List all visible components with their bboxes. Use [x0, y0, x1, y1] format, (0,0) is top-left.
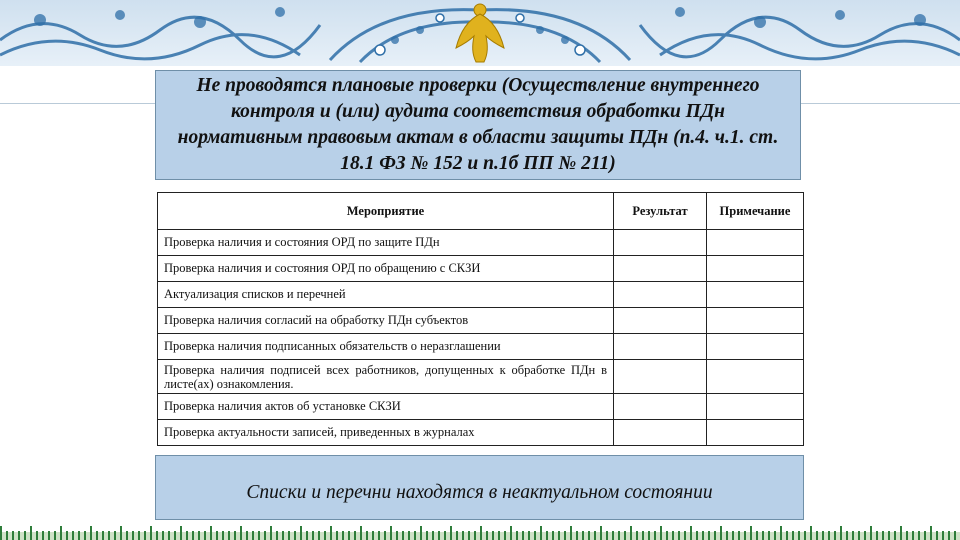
footer-tick: [480, 526, 482, 540]
footer-tick: [858, 531, 860, 540]
table-row: [158, 282, 804, 308]
footer-tick: [216, 531, 218, 540]
slide-title: Не проводятся плановые проверки (Осуществление внутреннего контроля и (или) аудита соответствия обработки ПДн нормативным правовым актам в области защиты ПДн (п.4. ч.1. ст. 18.1 ФЗ № 152 и п.1б ПП № 211): [177, 75, 779, 174]
footer-tick: [12, 531, 14, 540]
footer-tick: [420, 526, 422, 540]
footer-tick: [144, 531, 146, 540]
conclusion-text: Списки и перечни находятся в неактуальном состоянии: [246, 481, 713, 503]
footer-tick: [714, 531, 716, 540]
footer-pattern-icon: [0, 521, 960, 540]
footer-tick: [876, 531, 878, 540]
footer-tick: [198, 531, 200, 540]
event-cell: Проверка наличия согласий на обработку ПДн субъектов: [158, 308, 614, 334]
footer-tick: [120, 526, 122, 540]
footer-tick: [810, 526, 812, 540]
footer-tick: [0, 526, 2, 540]
footer-ornament: [0, 521, 960, 540]
footer-tick: [180, 526, 182, 540]
footer-tick: [42, 531, 44, 540]
footer-tick: [48, 531, 50, 540]
footer-tick: [558, 531, 560, 540]
footer-tick: [132, 531, 134, 540]
footer-tick: [510, 526, 512, 540]
footer-tick: [708, 531, 710, 540]
footer-tick: [270, 526, 272, 540]
event-cell: Проверка наличия подписанных обязательств о неразглашении: [158, 334, 614, 360]
footer-tick: [174, 531, 176, 540]
footer-tick: [66, 531, 68, 540]
footer-tick: [846, 531, 848, 540]
title-box: [155, 70, 801, 180]
event-cell: Проверка наличия подписей всех работников, допущенных к обработке ПДн в листе(ах) ознакомления.: [158, 360, 614, 394]
footer-tick: [288, 531, 290, 540]
footer-tick: [684, 531, 686, 540]
footer-tick: [744, 531, 746, 540]
footer-tick: [690, 526, 692, 540]
footer-tick: [336, 531, 338, 540]
footer-tick: [618, 531, 620, 540]
result-cell: [614, 282, 707, 308]
footer-tick: [324, 531, 326, 540]
footer-tick: [342, 531, 344, 540]
footer-tick: [864, 531, 866, 540]
footer-tick: [522, 531, 524, 540]
footer-tick: [930, 526, 932, 540]
event-cell: Проверка наличия актов об установке СКЗИ: [158, 394, 614, 420]
footer-tick: [204, 531, 206, 540]
footer-tick: [36, 531, 38, 540]
footer-tick: [228, 531, 230, 540]
footer-tick: [252, 531, 254, 540]
footer-tick: [300, 526, 302, 540]
footer-tick: [642, 531, 644, 540]
footer-tick: [354, 531, 356, 540]
footer-tick: [24, 531, 26, 540]
footer-tick: [126, 531, 128, 540]
footer-tick: [852, 531, 854, 540]
footer-tick: [72, 531, 74, 540]
footer-tick: [492, 531, 494, 540]
footer-tick: [636, 531, 638, 540]
footer-tick: [774, 531, 776, 540]
footer-tick: [528, 531, 530, 540]
footer-tick: [816, 531, 818, 540]
footer-tick: [78, 531, 80, 540]
footer-tick: [114, 531, 116, 540]
footer-tick: [450, 526, 452, 540]
footer-tick: [564, 531, 566, 540]
footer-tick: [246, 531, 248, 540]
footer-tick: [600, 526, 602, 540]
footer-tick: [582, 531, 584, 540]
footer-tick: [384, 531, 386, 540]
footer-tick: [378, 531, 380, 540]
footer-tick: [348, 531, 350, 540]
footer-tick: [762, 531, 764, 540]
note-cell: [707, 360, 804, 394]
footer-tick: [294, 531, 296, 540]
golden-bird-emblem-icon: [450, 0, 510, 66]
footer-tick: [678, 531, 680, 540]
footer-tick: [606, 531, 608, 540]
footer-tick: [576, 531, 578, 540]
footer-tick: [102, 531, 104, 540]
table-row: [158, 360, 804, 394]
footer-tick: [948, 531, 950, 540]
event-cell: Актуализация списков и перечней: [158, 282, 614, 308]
result-cell: [614, 360, 707, 394]
footer-tick: [30, 526, 32, 540]
footer-tick: [330, 526, 332, 540]
footer-tick: [612, 531, 614, 540]
footer-tick: [870, 526, 872, 540]
footer-tick: [900, 526, 902, 540]
footer-tick: [750, 526, 752, 540]
footer-tick: [456, 531, 458, 540]
result-cell: [614, 420, 707, 446]
footer-tick: [546, 531, 548, 540]
note-cell: [707, 308, 804, 334]
footer-tick: [396, 531, 398, 540]
result-cell: [614, 230, 707, 256]
footer-tick: [882, 531, 884, 540]
table-row: [158, 334, 804, 360]
footer-tick: [792, 531, 794, 540]
footer-tick: [798, 531, 800, 540]
footer-tick: [6, 531, 8, 540]
footer-tick: [840, 526, 842, 540]
footer-tick: [312, 531, 314, 540]
footer-tick: [474, 531, 476, 540]
result-cell: [614, 334, 707, 360]
header-ornament: [0, 0, 960, 66]
table-row: [158, 256, 804, 282]
note-cell: [707, 420, 804, 446]
footer-tick: [222, 531, 224, 540]
footer-tick: [486, 531, 488, 540]
note-cell: [707, 256, 804, 282]
footer-tick: [162, 531, 164, 540]
footer-tick: [936, 531, 938, 540]
note-cell: [707, 230, 804, 256]
footer-tick: [588, 531, 590, 540]
footer-tick: [552, 531, 554, 540]
column-header-event: Мероприятие: [158, 193, 614, 230]
event-cell: Проверка наличия и состояния ОРД по защите ПДн: [158, 230, 614, 256]
footer-tick: [702, 531, 704, 540]
footer-tick: [924, 531, 926, 540]
footer-tick: [504, 531, 506, 540]
footer-tick: [60, 526, 62, 540]
note-cell: [707, 334, 804, 360]
footer-tick: [444, 531, 446, 540]
footer-tick: [834, 531, 836, 540]
footer-tick: [828, 531, 830, 540]
footer-tick: [732, 531, 734, 540]
footer-tick: [18, 531, 20, 540]
result-cell: [614, 256, 707, 282]
footer-tick: [186, 531, 188, 540]
footer-tick: [282, 531, 284, 540]
footer-tick: [570, 526, 572, 540]
footer-tick: [780, 526, 782, 540]
footer-tick: [654, 531, 656, 540]
footer-tick: [426, 531, 428, 540]
footer-tick: [150, 526, 152, 540]
footer-tick: [276, 531, 278, 540]
footer-tick: [594, 531, 596, 540]
footer-tick: [906, 531, 908, 540]
footer-tick: [96, 531, 98, 540]
footer-tick: [264, 531, 266, 540]
footer-tick: [804, 531, 806, 540]
footer-tick: [666, 531, 668, 540]
footer-tick: [408, 531, 410, 540]
table-row: [158, 230, 804, 256]
footer-tick: [498, 531, 500, 540]
footer-tick: [918, 531, 920, 540]
note-cell: [707, 394, 804, 420]
footer-tick: [720, 526, 722, 540]
footer-tick: [168, 531, 170, 540]
footer-tick: [894, 531, 896, 540]
column-header-note: Примечание: [707, 193, 804, 230]
footer-tick: [306, 531, 308, 540]
footer-tick: [786, 531, 788, 540]
footer-tick: [726, 531, 728, 540]
footer-tick: [402, 531, 404, 540]
footer-tick: [534, 531, 536, 540]
event-cell: Проверка наличия и состояния ОРД по обращению с СКЗИ: [158, 256, 614, 282]
result-cell: [614, 394, 707, 420]
footer-tick: [822, 531, 824, 540]
footer-tick: [468, 531, 470, 540]
note-cell: [707, 282, 804, 308]
footer-tick: [432, 531, 434, 540]
table-row: [158, 308, 804, 334]
footer-tick: [414, 531, 416, 540]
footer-tick: [138, 531, 140, 540]
footer-tick: [462, 531, 464, 540]
footer-tick: [660, 526, 662, 540]
footer-tick: [912, 531, 914, 540]
footer-tick: [318, 531, 320, 540]
footer-tick: [738, 531, 740, 540]
conclusion-box: [155, 455, 804, 520]
footer-tick: [516, 531, 518, 540]
table-header-row: [158, 193, 804, 230]
column-header-result: Результат: [614, 193, 707, 230]
footer-tick: [372, 531, 374, 540]
table-row: [158, 420, 804, 446]
checklist-table-container: [157, 192, 803, 446]
footer-tick: [624, 531, 626, 540]
footer-tick: [756, 531, 758, 540]
footer-tick: [672, 531, 674, 540]
footer-tick: [360, 526, 362, 540]
footer-tick: [210, 526, 212, 540]
footer-tick: [366, 531, 368, 540]
checklist-table: [157, 192, 804, 446]
footer-tick: [648, 531, 650, 540]
footer-tick: [234, 531, 236, 540]
footer-tick: [90, 526, 92, 540]
footer-tick: [84, 531, 86, 540]
footer-tick: [540, 526, 542, 540]
footer-tick: [108, 531, 110, 540]
result-cell: [614, 308, 707, 334]
footer-tick: [54, 531, 56, 540]
footer-tick: [942, 531, 944, 540]
footer-tick: [240, 526, 242, 540]
footer-tick: [768, 531, 770, 540]
footer-tick: [696, 531, 698, 540]
footer-tick: [954, 531, 956, 540]
footer-tick: [192, 531, 194, 540]
footer-tick: [888, 531, 890, 540]
footer-tick: [438, 531, 440, 540]
footer-tick: [258, 531, 260, 540]
footer-tick: [156, 531, 158, 540]
footer-tick: [390, 526, 392, 540]
event-cell: Проверка актуальности записей, приведенных в журналах: [158, 420, 614, 446]
table-row: [158, 394, 804, 420]
footer-tick: [630, 526, 632, 540]
